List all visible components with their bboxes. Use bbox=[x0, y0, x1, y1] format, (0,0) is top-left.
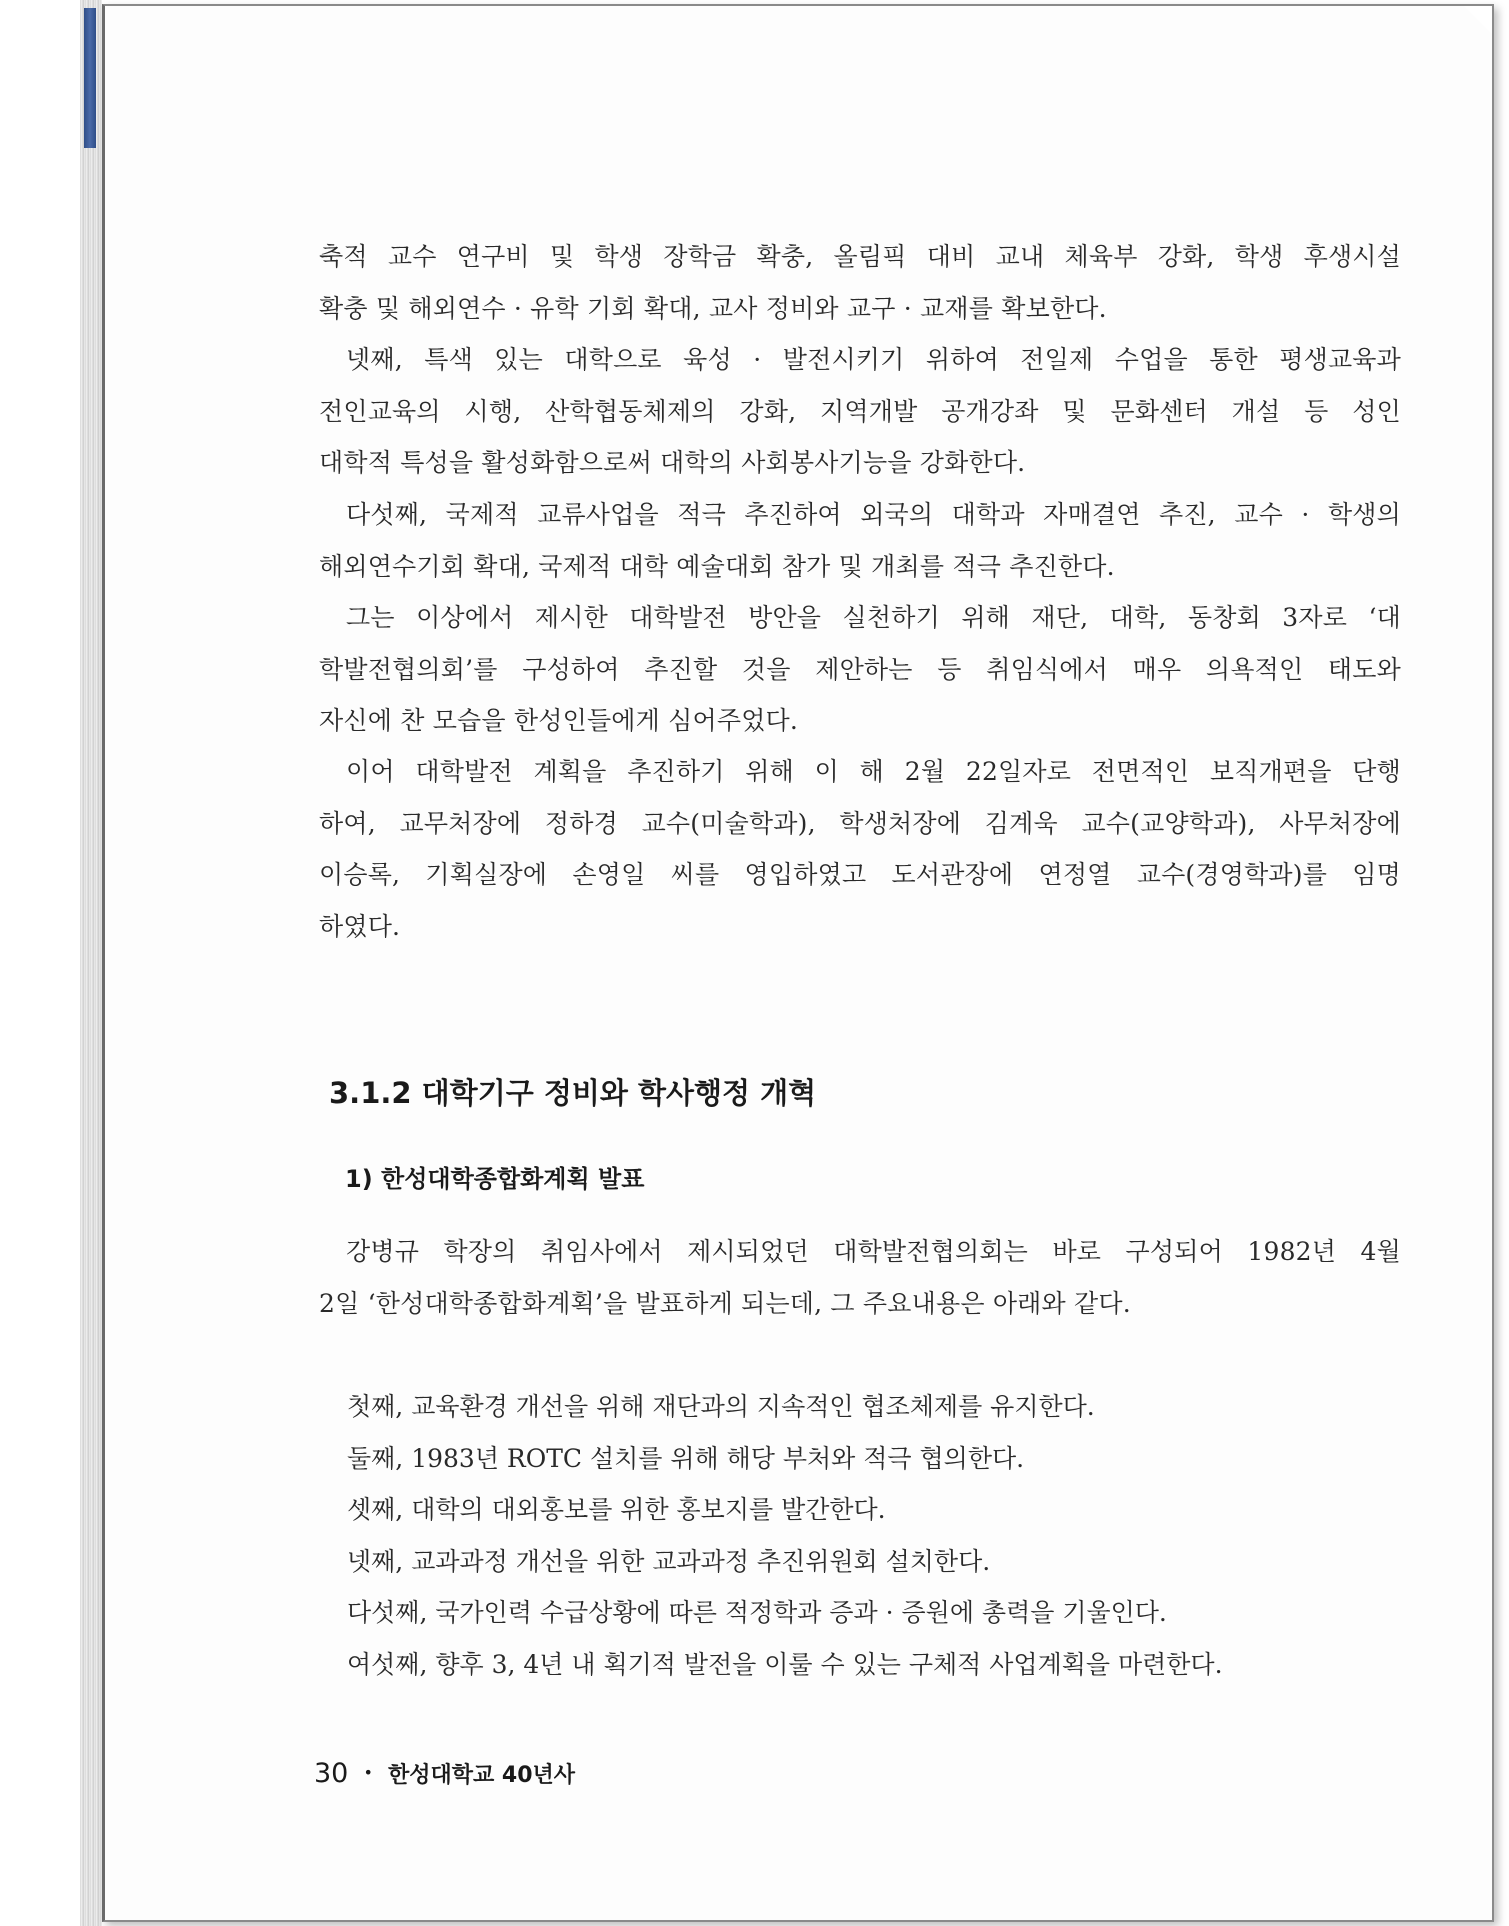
text-line: 해외연수기회 확대, 국제적 대학 예술대회 참가 및 개최를 적극 추진한다. bbox=[319, 551, 1115, 581]
text-line: 하여, 교무처장에 정하경 교수(미술학과), 학생처장에 김계욱 교수(교양학과), 사무처장에 bbox=[319, 808, 1401, 838]
page-number: 30 bbox=[314, 1758, 349, 1789]
text-line: 그는 이상에서 제시한 대학발전 방안을 실천하기 위해 재단, 대학, 동창회 3자로 ‘대 bbox=[346, 603, 1401, 632]
list-item: 첫째, 교육환경 개선을 위해 재단과의 지속적인 협조체제를 유지한다. bbox=[347, 1392, 1095, 1421]
paragraph-fourth bbox=[319, 334, 1401, 489]
text-line: 확충 및 해외연수 · 유학 기회 확대, 교사 정비와 교구 · 교재를 확보한다. bbox=[319, 293, 1107, 323]
book-page-edges bbox=[80, 0, 102, 1926]
page-footer bbox=[314, 1758, 575, 1789]
page-corner-fold bbox=[1464, 6, 1492, 34]
paragraph-reorganization bbox=[319, 746, 1401, 952]
list-item: 여섯째, 향후 3, 4년 내 획기적 발전을 이룰 수 있는 구체적 사업계획을 마련한다. bbox=[347, 1649, 1223, 1679]
text-line: 자신에 찬 모습을 한성인들에게 심어주었다. bbox=[319, 706, 799, 735]
list-item: 다섯째, 국가인력 수급상황에 따른 적정학과 증과 · 증원에 총력을 기울인다. bbox=[347, 1598, 1167, 1627]
list-item: 둘째, 1983년 ROTC 설치를 위해 해당 부처와 적극 협의한다. bbox=[347, 1443, 1025, 1473]
book-page bbox=[102, 4, 1494, 1922]
text-line: 강병규 학장의 취임사에서 제시되었던 대학발전협의회는 바로 구성되어 1982년 4월 bbox=[346, 1237, 1401, 1266]
text-line: 축적 교수 연구비 및 학생 장학금 확충, 올림픽 대비 교내 체육부 강화, 학생 후생시설 bbox=[319, 242, 1401, 271]
text-line: 2일 ‘한성대학종합화계획’을 발표하게 되는데, 그 주요내용은 아래와 같다. bbox=[319, 1288, 1131, 1318]
paragraph-continuation bbox=[319, 231, 1401, 334]
paragraph-council bbox=[319, 592, 1401, 747]
book-cover-edge bbox=[84, 8, 96, 148]
paragraph-fifth bbox=[319, 489, 1401, 592]
text-line: 이승록, 기획실장에 손영일 씨를 영입하였고 도서관장에 연정열 교수(경영학과)를 임명 bbox=[319, 860, 1401, 889]
text-line: 하였다. bbox=[319, 911, 401, 941]
text-line: 전인교육의 시행, 산학협동체제의 강화, 지역개발 공개강좌 및 문화센터 개설 등 성인 bbox=[319, 396, 1401, 426]
sub-title: 1) 한성대학종합화계획 발표 bbox=[345, 1165, 645, 1193]
list-item: 넷째, 교과과정 개선을 위한 교과과정 추진위원회 설치한다. bbox=[347, 1546, 991, 1576]
text-line: 대학적 특성을 활성화함으로써 대학의 사회봉사기능을 강화한다. bbox=[319, 448, 1026, 477]
paragraph-intro bbox=[319, 1226, 1401, 1329]
text-line: 학발전협의회’를 구성하여 추진할 것을 제안하는 등 취임식에서 매우 의욕적인 태도와 bbox=[319, 654, 1401, 684]
section-title: 3.1.2 대학기구 정비와 학사행정 개혁 bbox=[329, 1076, 817, 1110]
text-line: 이어 대학발전 계획을 추진하기 위해 이 해 2월 22일자로 전면적인 보직개편을 단행 bbox=[346, 757, 1401, 786]
plan-list bbox=[319, 1381, 1401, 1690]
list-item: 셋째, 대학의 대외홍보를 위한 홍보지를 발간한다. bbox=[347, 1495, 886, 1524]
text-line: 다섯째, 국제적 교류사업을 적극 추진하여 외국의 대학과 자매결연 추진, 교수 · 학생의 bbox=[346, 500, 1401, 529]
book-title: 한성대학교 40년사 bbox=[387, 1763, 576, 1788]
text-line: 넷째, 특색 있는 대학으로 육성 · 발전시키기 위하여 전일제 수업을 통한 평생교육과 bbox=[346, 345, 1401, 374]
footer-separator: • bbox=[363, 1763, 373, 1782]
